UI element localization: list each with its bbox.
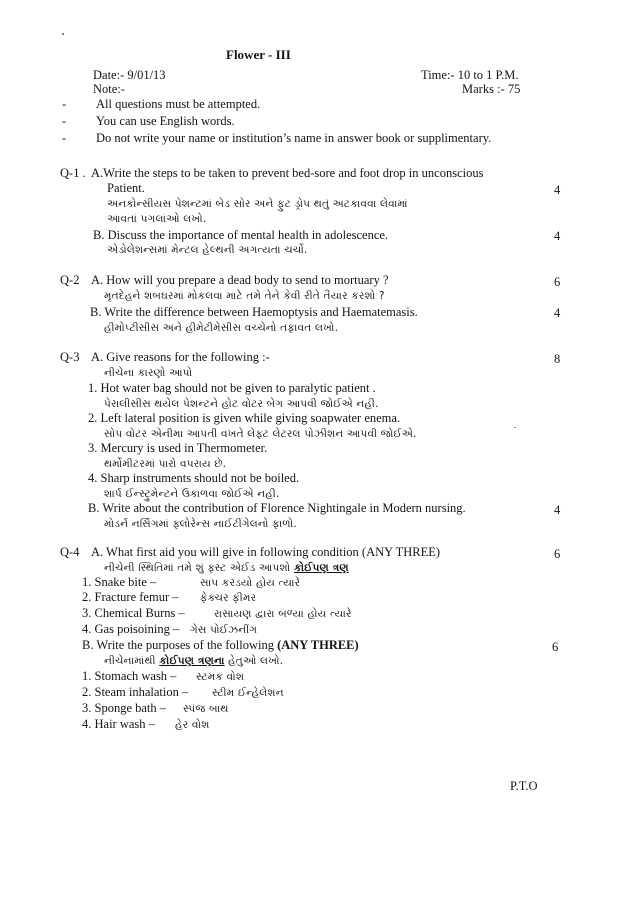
sub-question: 1. Snake bite –	[82, 575, 157, 589]
gujarati-translation: સોપ વોટર એનીમા આપતી વખતે લેફ્ટ લેટરલ પોઝીશન આપવી જોઈએ.	[104, 428, 417, 440]
question-marks: 8	[554, 352, 561, 366]
gujarati-translation: મોડર્ન નર્સિંગમાં ફ્લોરેન્સ નાઈટીંગેલનો ફાળો.	[104, 518, 297, 530]
sub-question: 2. Fracture femur –	[82, 590, 179, 604]
question-text: A. Give reasons for the following :-	[91, 350, 270, 364]
question-text: B. Write the difference between Haemoptysis and Haematemasis.	[90, 305, 418, 319]
note-bullet: -	[62, 131, 67, 145]
note-label: Note:-	[93, 82, 125, 96]
gujarati-translation	[104, 654, 283, 668]
gujarati-translation: ગેસ પોઈઝનીંગ	[190, 624, 258, 636]
gujarati-translation: હીમોપ્ટીસીસ અને હીમેટીમેસીસ વચ્ચેનો તફાવત લખો.	[104, 322, 339, 334]
gujarati-translation: સ્ટમક વોશ	[196, 671, 245, 683]
note-item: You can use English words.	[96, 114, 235, 128]
gujarati-translation: થર્મોમીટરમાં પારો વપરાય છે.	[104, 458, 227, 470]
exam-time: Time:- 10 to 1 P.M.	[421, 68, 519, 82]
question-number: Q-1 .	[60, 166, 86, 180]
gujarati-translation	[104, 561, 349, 575]
gujarati-translation: નીચેના કારણો આપો	[104, 367, 193, 379]
gujarati-translation: આવતાં પગલાંઓ લખો.	[107, 213, 207, 225]
sub-question: 4. Sharp instruments should not be boiled.	[88, 471, 300, 485]
gujarati-translation: અનકોન્સીયસ પેશન્ટમાં બેડ સોર અને ફુટ ડ્રોપ થતું અટકાવવા લેવામાં	[107, 198, 408, 210]
question-text: A. What first aid you will give in following condition (ANY THREE)	[91, 545, 441, 559]
question-text: A.Write the steps to be taken to prevent bed-sore and foot drop in unconscious	[91, 166, 484, 180]
gujarati-text: નીચેની સ્થિતિમાં તમે શું ફ્સ્ટ એઈડ આપશો	[104, 562, 294, 574]
sub-question: 3. Sponge bath –	[82, 701, 167, 715]
note-bullet: -	[62, 114, 67, 128]
question-marks: 6	[554, 547, 561, 561]
sub-question: 3. Mercury is used in Thermometer.	[88, 441, 268, 455]
question-number: Q-3	[60, 350, 80, 364]
scan-speck	[62, 33, 64, 35]
exam-date: Date:- 9/01/13	[93, 68, 166, 82]
scan-speck	[514, 427, 516, 428]
gujarati-translation: સ્પંજ બાથ	[183, 703, 229, 715]
question-number: Q-4	[60, 545, 80, 559]
gujarati-translation: હેર વોશ	[175, 719, 210, 731]
question-text	[82, 638, 359, 652]
question-marks: 6	[554, 275, 561, 289]
gujarati-translation: પેરાલીસીસ થયેલ પેશન્ટને હોટ વોટર બેગ આપવી જોઈએ નહી.	[104, 398, 379, 410]
question-text: B. Write about the contribution of Florence Nightingale in Modern nursing.	[88, 501, 466, 515]
question-text: A. How will you prepare a dead body to send to mortuary ?	[91, 273, 389, 287]
question-marks: 4	[554, 306, 561, 320]
sub-question: 3. Chemical Burns –	[82, 606, 185, 620]
total-marks: Marks :- 75	[462, 82, 521, 96]
gujarati-translation: એડોલેશન્સમાં મેન્ટલ હેલ્થની અગત્યતા ચર્ચો.	[107, 244, 308, 256]
gujarati-translation: રાસાયણ દ્વારા બળ્યા હોય ત્યારે	[214, 608, 352, 620]
sub-question: 2. Steam inhalation –	[82, 685, 189, 699]
gujarati-translation: મૃતદેહને શબઘરમાં મોકલવા માટે તમે તેને કેવી રીતે તૈયાર કરશો ?	[104, 290, 385, 302]
paper-title: Flower - III	[226, 47, 291, 62]
page-turn-indicator: P.T.O	[510, 779, 538, 793]
question-text: B. Discuss the importance of mental health in adolescence.	[93, 228, 389, 242]
gujarati-translation: સાપ કરડયો હોય ત્યારે	[200, 577, 301, 589]
sub-question: 4. Hair wash –	[82, 717, 155, 731]
note-item: All questions must be attempted.	[96, 97, 261, 111]
sub-question: 1. Hot water bag should not be given to paralytic patient .	[88, 381, 376, 395]
gujarati-text: નીચેનામાંથી	[104, 655, 160, 667]
gujarati-translation: શાર્પ ઈન્સ્ટ્રુમેન્ટને ઉકાળવા જોઈએ નહી.	[104, 488, 280, 500]
gujarati-underlined: કોઈપણ ત્રણ	[293, 562, 349, 574]
question-text: Patient.	[107, 181, 145, 195]
question-number: Q-2	[60, 273, 80, 287]
question-text-bold: (ANY THREE)	[277, 638, 359, 652]
gujarati-translation: ફેક્ચર ફીમર	[200, 592, 257, 604]
sub-question: 1. Stomach wash –	[82, 669, 177, 683]
note-item: Do not write your name or institution’s name in answer book or supplimentary.	[96, 131, 492, 145]
sub-question: 2. Left lateral position is given while giving soapwater enema.	[88, 411, 401, 425]
question-marks: 6	[552, 640, 559, 654]
question-marks: 4	[554, 183, 561, 197]
sub-question: 4. Gas poisoining –	[82, 622, 180, 636]
question-marks: 4	[554, 503, 561, 517]
question-marks: 4	[554, 229, 561, 243]
gujarati-translation: સ્ટીમ ઈન્હેલેશન	[212, 687, 284, 699]
gujarati-underlined: કોઈપણ ત્રણના	[159, 655, 225, 667]
question-text-part: B. Write the purposes of the following	[82, 638, 278, 652]
gujarati-text: હેતુઓ લખો.	[224, 655, 284, 667]
note-bullet: -	[62, 97, 67, 111]
